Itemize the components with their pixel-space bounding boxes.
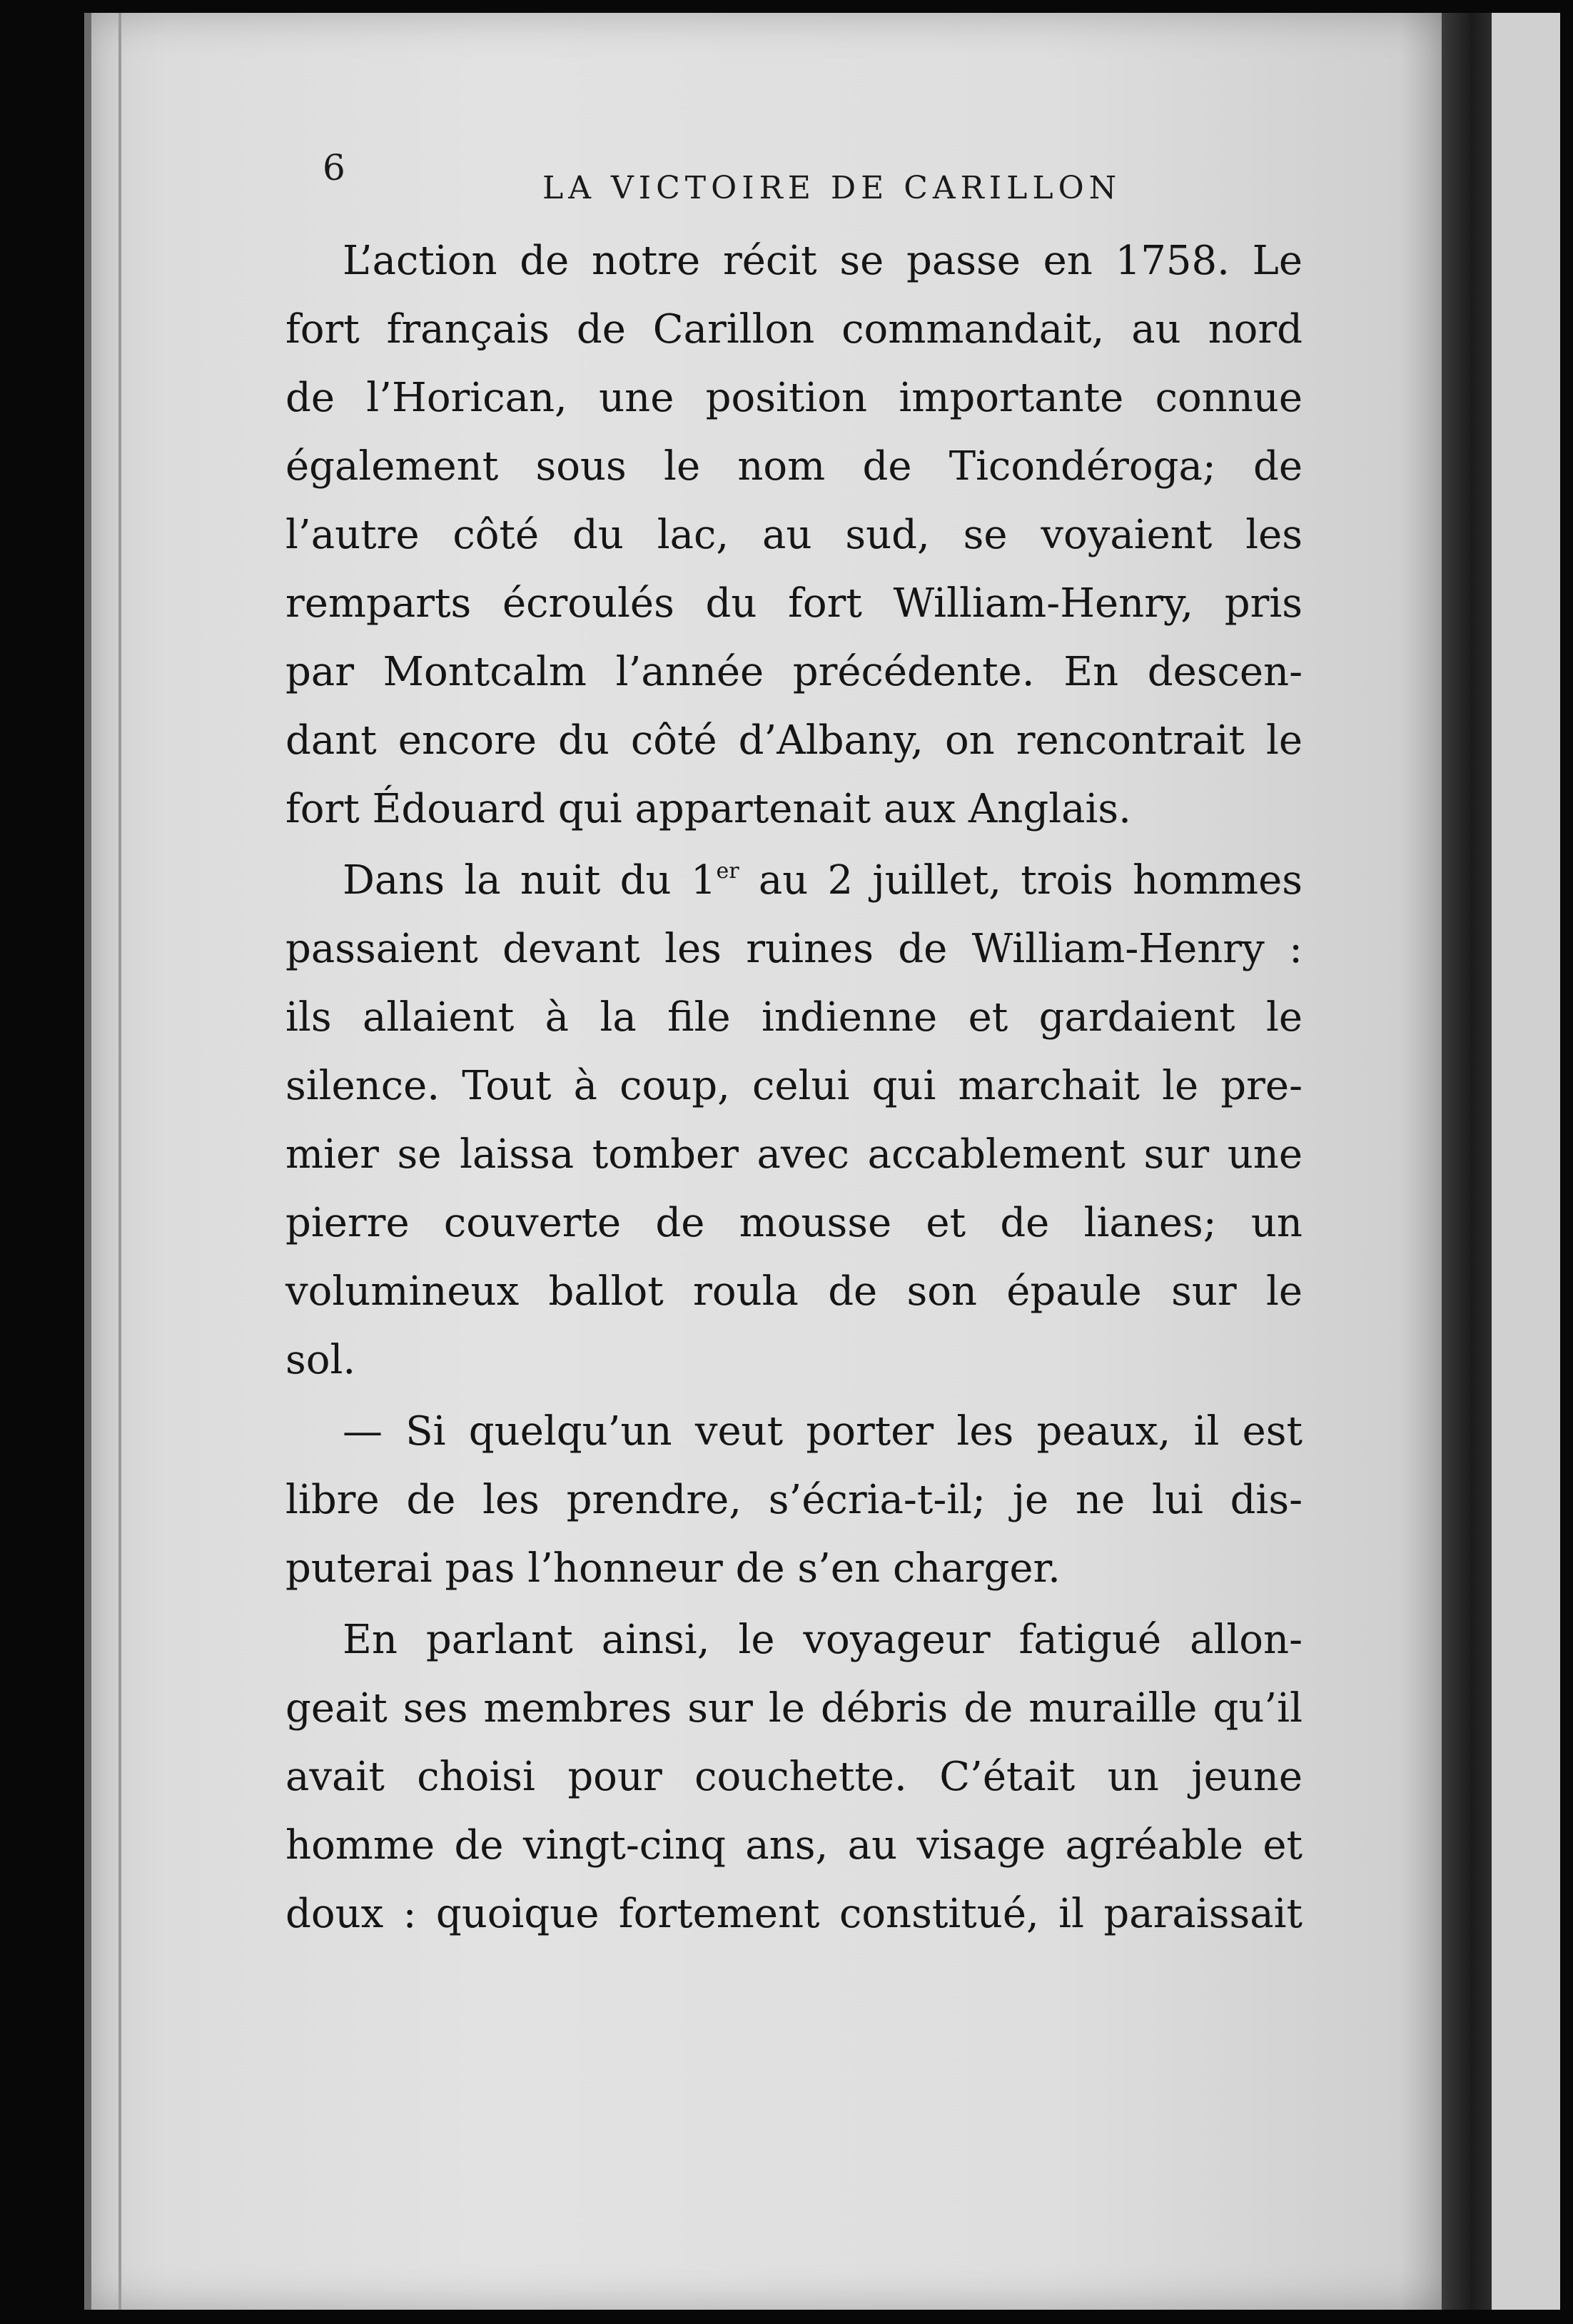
paragraph (285, 1606, 1303, 1949)
text-line (285, 847, 1303, 915)
text-line: homme de vingt-cinq ans, au visage agréable et (285, 1822, 1303, 1869)
text-line: pierre couverte de mousse et de lianes; un (285, 1200, 1303, 1246)
running-title: LA VICTOIRE DE CARILLON (542, 170, 1122, 206)
text-line: ils allaient à la file indienne et gardaient le (285, 994, 1303, 1041)
superscript: er (716, 859, 739, 884)
text-fragment: Dans la nuit du 1 (343, 857, 717, 904)
text-line: également sous le nom de Ticondéroga; de (285, 443, 1303, 490)
text-line: libre de les prendre, s’écria-t-il; je ne lui dis- (285, 1477, 1303, 1523)
text-fragment: au 2 juillet, trois hommes (739, 857, 1303, 904)
text-line: — Si quelqu’un veut porter les peaux, il est (343, 1408, 1303, 1455)
text-line: remparts écroulés du fort William-Henry, pris (285, 580, 1303, 627)
text-line: doux : quoique fortement constitué, il paraissait (285, 1891, 1303, 1937)
text-line: fort français de Carillon commandait, au nord (285, 306, 1303, 353)
text-line: de l’Horican, une position importante connue (285, 375, 1303, 421)
page-fold-line (118, 13, 121, 2310)
page-edge (84, 13, 91, 2310)
paragraph (285, 227, 1303, 844)
page-body (285, 227, 1303, 1949)
text-line: passaient devant les ruines de William-Henry : (285, 926, 1303, 972)
paragraph (285, 847, 1303, 1395)
text-line: l’autre côté du lac, au sud, se voyaient les (285, 512, 1303, 558)
text-line: En parlant ainsi, le voyageur fatigué allon- (343, 1617, 1303, 1663)
text-line: avait choisi pour couchette. C’était un jeune (285, 1754, 1303, 1800)
text-line: puterai pas l’honneur de s’en charger. (285, 1545, 1061, 1592)
text-line: dant encore du côté d’Albany, on rencontrait le (285, 717, 1303, 764)
paragraph (285, 1398, 1303, 1603)
text-line: silence. Tout à coup, celui qui marchait le pre- (285, 1063, 1303, 1109)
next-page-edge (1492, 13, 1560, 2310)
text-line: sol. (285, 1337, 356, 1383)
text-line: mier se laissa tomber avec accablement sur une (285, 1131, 1303, 1178)
text-line: L’action de notre récit se passe en 1758. Le (343, 238, 1303, 284)
page-number: 6 (323, 147, 345, 188)
text-line: par Montcalm l’année précédente. En descen- (285, 649, 1303, 695)
text-line: volumineux ballot roula de son épaule sur le (285, 1268, 1303, 1315)
book-gutter (1442, 13, 1492, 2310)
text-line: fort Édouard qui appartenait aux Anglais. (285, 786, 1131, 832)
text-line: geait ses membres sur le débris de muraille qu’il (285, 1685, 1303, 1732)
